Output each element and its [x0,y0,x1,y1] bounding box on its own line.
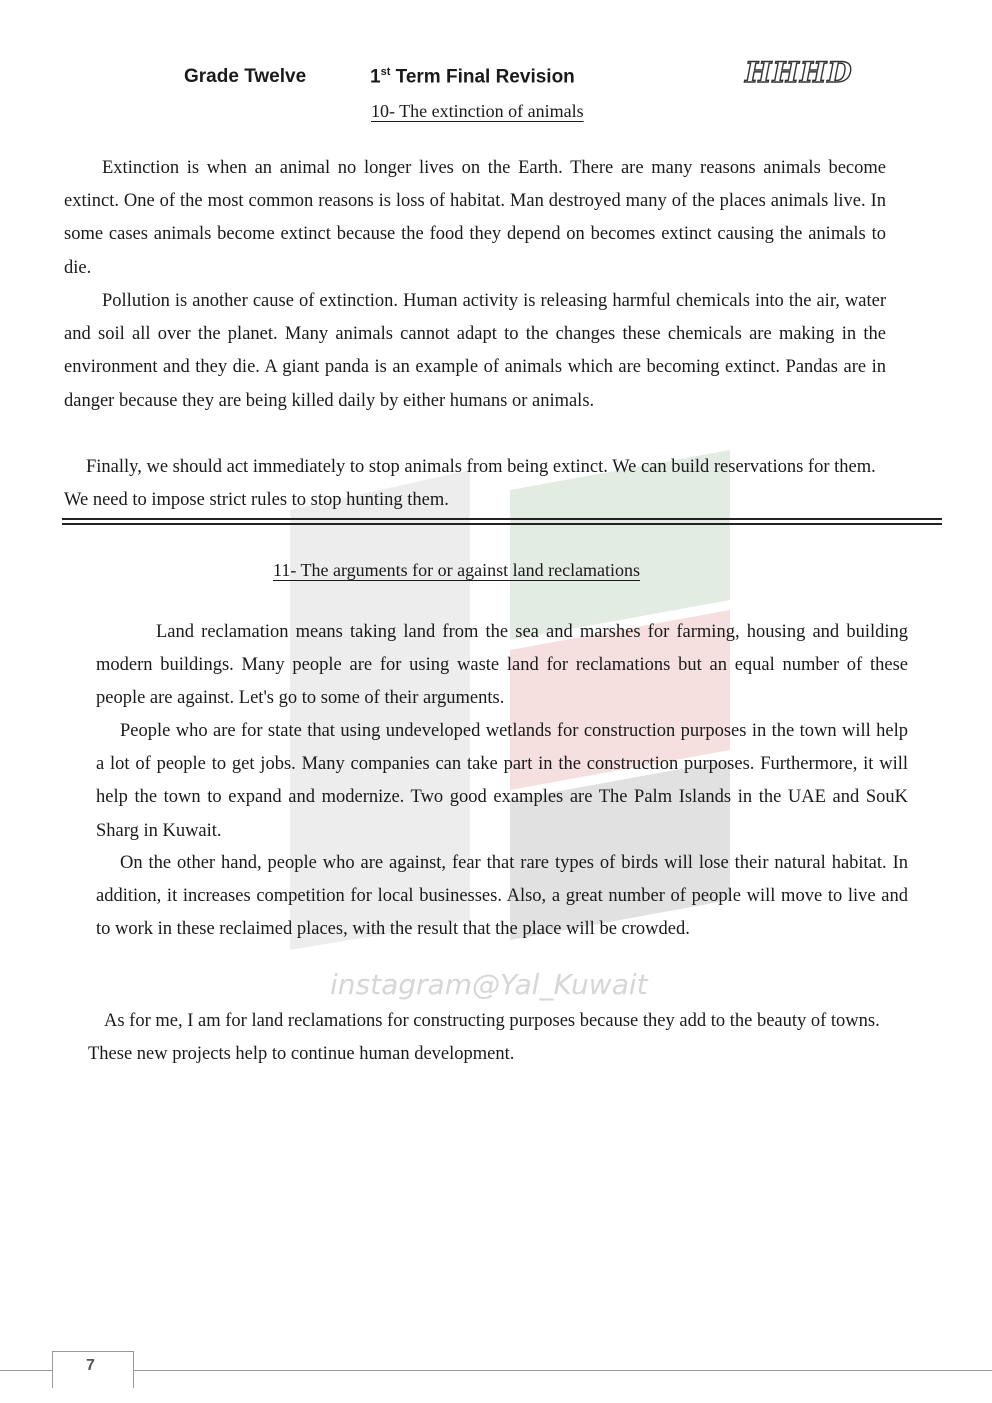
page-number: 7 [86,1357,95,1374]
header-term-number: 1 [370,66,381,88]
section2-paragraph: As for me, I am for land reclamations for constructing purposes because they add to the beauty of towns. These new projects help to continue human development. [88,1011,880,1065]
section1-title: 10- The extinction of animals [371,101,584,121]
section2-title: 11- The arguments for or against land reclamations [273,560,641,580]
footer-line [0,1370,992,1371]
section1-paragraph: Pollution is another cause of extinction. Human activity is releasing harmful chemicals into the air, water and soil all over the planet. Many animals cannot adapt to the changes these chemicals are making in the environment and they die. A giant panda is an example of animals which are becoming extinct. Pandas are in danger because they are being killed daily by either humans or animals. [64,291,886,411]
section2-paragraph: On the other hand, people who are against, fear that rare types of birds will lose their natural habitat. In addition, it increases competition for local businesses. Also, a great number of people will move to live and to work in these reclaimed places, with the result that the place will be crowded. [96,853,908,940]
header-logo: HHHD [745,56,853,89]
watermark-text: instagram@Yal_Kuwait [330,968,648,1001]
section1-paragraph: Finally, we should act immediately to stop animals from being extinct. We can build reservations for them. We need to impose strict rules to stop hunting them. [64,457,876,511]
section-divider [62,523,942,525]
header-term [370,66,575,88]
section-divider [62,518,942,520]
header-term-suffix: st [380,66,391,78]
header-grade: Grade Twelve [184,66,307,87]
section2-paragraph: People who are for state that using undeveloped wetlands for construction purposes in the town will help a lot of people to get jobs. Many companies can take part in the construction purposes. Furthermore, it will help the town to expand and modernize. Two good examples are The Palm Islands in the UAE and SouK Sharg in Kuwait. [96,721,908,841]
header-term-rest: Term Final Revision [395,66,575,88]
section1-paragraph: Extinction is when an animal no longer lives on the Earth. There are many reasons animals become extinct. One of the most common reasons is loss of habitat. Man destroyed many of the places animals live. In some cases animals become extinct because the food they depend on becomes extinct causing the animals to die. [64,158,886,278]
section2-paragraph: Land reclamation means taking land from the sea and marshes for farming, housing and building modern buildings. Many people are for using waste land for reclamations but an equal number of these people are against. Let's go to some of their arguments. [96,622,908,709]
